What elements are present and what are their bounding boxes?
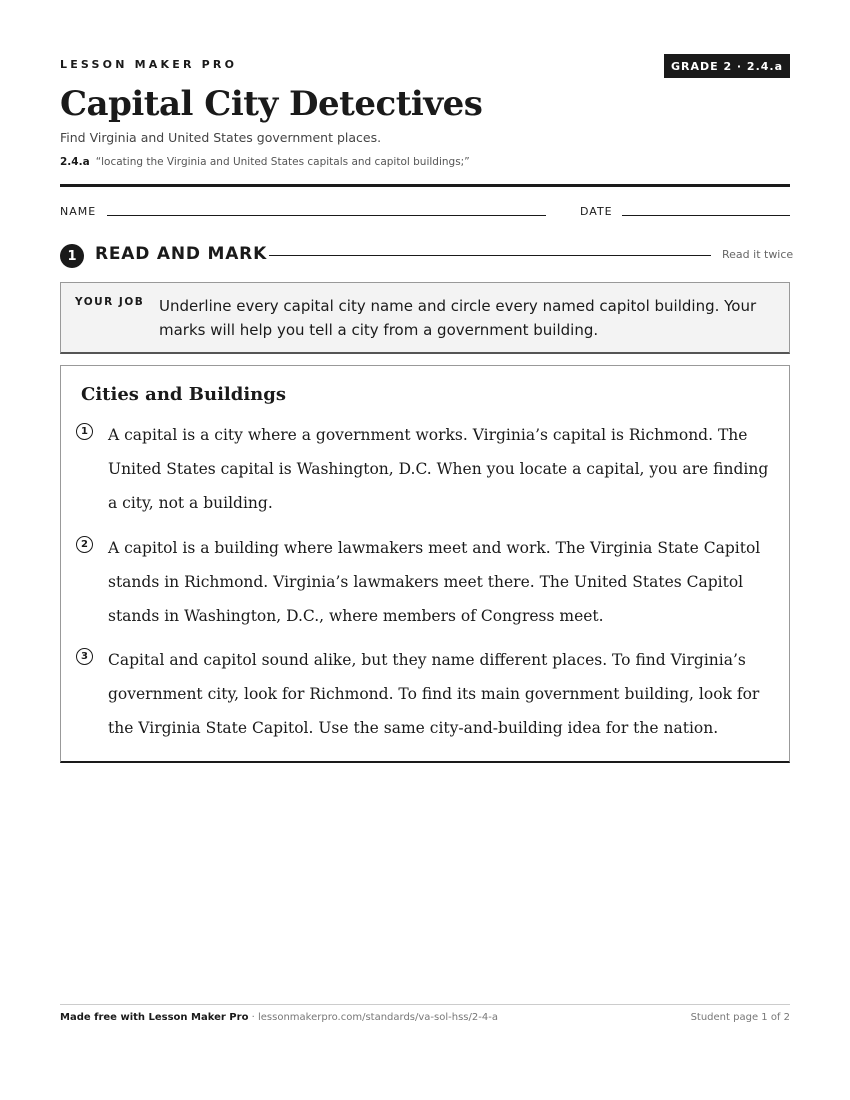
passage-title: Cities and Buildings <box>81 384 286 405</box>
section-number-badge: 1 <box>60 244 84 268</box>
section-divider <box>269 255 711 256</box>
your-job-label: YOUR JOB <box>75 296 145 308</box>
footer-url[interactable]: lessonmakerpro.com/standards/va-sol-hss/2-4-a <box>257 1012 498 1023</box>
header-divider <box>60 184 790 187</box>
footer-page-number: Student page 1 of 2 <box>690 1012 790 1023</box>
page-title: Capital City Detectives <box>60 84 483 124</box>
footer-credit <box>60 1012 498 1023</box>
date-field[interactable] <box>622 215 790 216</box>
grade-badge: GRADE 2 · 2.4.a <box>664 54 790 78</box>
passage-paragraph: A capitol is a building where lawmakers meet and work. The Virginia State Capitol stands in Richmond. Virginia’s lawmakers meet there. The United States Capitol stands in Washington, D.C., where members of Congress meet. <box>108 539 761 625</box>
paragraph-number-badge: 1 <box>76 423 93 440</box>
footer-made-with: Made free with Lesson Maker Pro <box>60 1012 249 1023</box>
paragraph-number-badge: 3 <box>76 648 93 665</box>
section-title: READ AND MARK <box>95 244 268 264</box>
reading-passage-box <box>60 365 790 763</box>
standard-code: 2.4.a <box>60 156 90 168</box>
passage-paragraph: Capital and capitol sound alike, but they name different places. To find Virginia’s government city, look for Richmond. To find its main government building, look for the Virginia State Capitol. Use the same city-and-building idea for the nation. <box>108 651 760 737</box>
name-label: NAME <box>60 205 97 218</box>
page-subtitle: Find Virginia and United States government places. <box>60 130 382 145</box>
paragraph-number-badge: 2 <box>76 536 93 553</box>
date-label: DATE <box>580 205 613 218</box>
name-field[interactable] <box>107 215 546 216</box>
your-job-text: Underline every capital city name and circle every named capitol building. Your marks will help you tell a city from a government building. <box>159 297 757 339</box>
footer-divider <box>60 1004 790 1005</box>
standard-text: “locating the Virginia and United States capitals and capitol buildings;” <box>95 156 470 168</box>
standard-line <box>60 156 470 168</box>
section-note: Read it twice <box>722 248 794 261</box>
your-job-box <box>60 282 790 354</box>
brand-name: LESSON MAKER PRO <box>60 58 238 71</box>
footer-separator: · <box>248 1012 258 1023</box>
passage-paragraph: A capital is a city where a government works. Virginia’s capital is Richmond. The United States capital is Washington, D.C. When you locate a capital, you are finding a city, not a building. <box>108 426 769 512</box>
